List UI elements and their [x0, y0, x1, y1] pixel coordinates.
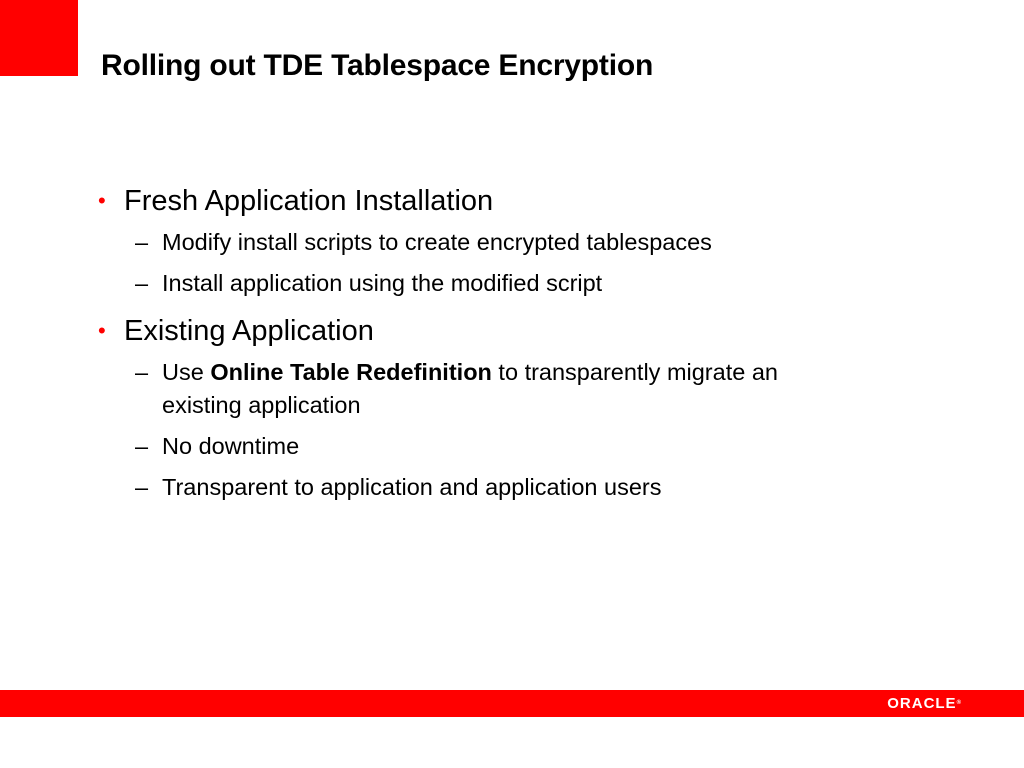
sub-bullet-text: Transparent to application and application users [162, 474, 662, 500]
sub-bullet-item [98, 430, 978, 463]
sub-bullet-continuation: existing application [162, 392, 361, 418]
dash-icon: – [135, 359, 149, 385]
sub-bullet-text: No downtime [162, 433, 300, 459]
dash-icon: – [135, 270, 149, 296]
sub-bullet-emphasis: Online Table Redefinition [210, 359, 492, 385]
sub-bullet-prefix: Use [162, 359, 211, 385]
bullet-item [98, 310, 978, 352]
bullet-icon: • [98, 188, 106, 213]
sub-bullet-text: Modify install scripts to create encrypted tablespaces [162, 229, 712, 255]
slide-title: Rolling out TDE Tablespace Encryption [101, 49, 654, 82]
registered-mark: ® [956, 700, 961, 706]
slide-body [98, 180, 978, 512]
oracle-logo-text: ORACLE [887, 695, 957, 712]
sub-bullet-text-line1 [162, 359, 778, 385]
bullet-icon: • [98, 318, 106, 343]
sub-bullet-item [98, 471, 978, 504]
sub-bullet-text: Install application using the modified script [162, 270, 603, 296]
bullet-text: Fresh Application Installation [124, 185, 494, 217]
sub-bullet-item [98, 356, 978, 422]
sub-bullet-item [98, 267, 978, 300]
oracle-logo [887, 696, 961, 711]
footer-bar [0, 690, 1024, 717]
dash-icon: – [135, 474, 149, 500]
bullet-text: Existing Application [124, 315, 374, 347]
sub-bullet-suffix: to transparently migrate an [491, 359, 778, 385]
bullet-item [98, 180, 978, 222]
dash-icon: – [135, 229, 149, 255]
corner-accent-square [0, 0, 78, 76]
sub-bullet-item [98, 226, 978, 259]
dash-icon: – [135, 433, 149, 459]
